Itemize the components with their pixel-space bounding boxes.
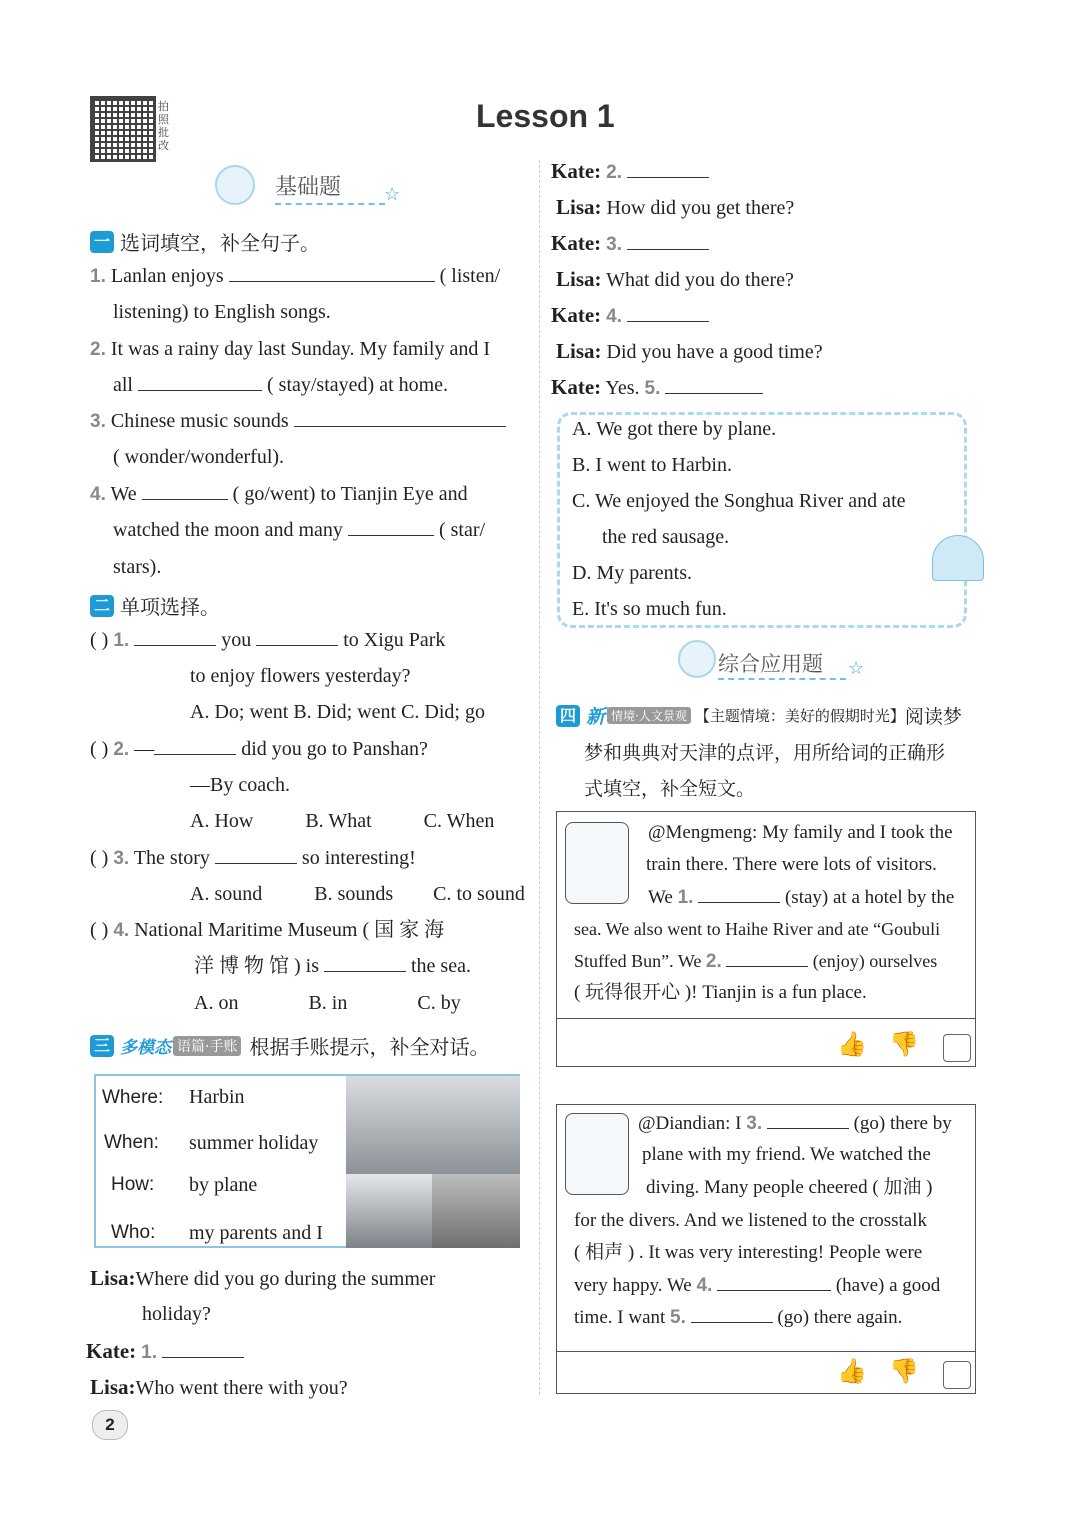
section-4-heading — [556, 702, 962, 729]
answer-blank[interactable] — [627, 159, 709, 178]
mascot-icon — [678, 640, 716, 678]
post1-line-2: train there. There were lots of visitors. — [646, 854, 937, 875]
post2-line-3: diving. Many people cheered ( 加油 ) — [646, 1177, 933, 1198]
card-divider — [557, 1018, 975, 1019]
section-title: 阅读梦 — [904, 706, 962, 728]
option-d: D. My parents. — [572, 562, 692, 584]
answer-blank[interactable] — [726, 948, 808, 967]
page-number: 2 — [92, 1410, 128, 1440]
q2-item-4: ( ) 4. National Maritime Museum ( 国 家 海 — [90, 919, 445, 941]
q2-item-3: ( ) 3. The story so interesting! — [90, 847, 416, 869]
dialog-line-11: Kate: Yes. 5. — [551, 374, 763, 402]
comment-icon[interactable] — [943, 1034, 971, 1062]
star-icon: ☆ — [848, 658, 865, 678]
qr-caption: 拍照批改 — [158, 100, 169, 152]
option-b: B. I went to Harbin. — [572, 454, 732, 476]
section-number: 四 — [556, 705, 580, 727]
star-icon: ☆ — [384, 184, 401, 204]
q2-item-1-cont: to enjoy flowers yesterday? — [190, 665, 411, 687]
dialog-line-2: holiday? — [142, 1303, 211, 1325]
post2-line-4: for the divers. And we listened to the crosstalk — [574, 1210, 928, 1231]
dialog-line-1: Lisa:Where did you go during the summer — [90, 1266, 436, 1290]
where-label: Where: — [102, 1087, 164, 1108]
answer-blank[interactable] — [142, 481, 228, 500]
answer-blank[interactable] — [324, 953, 406, 972]
how-label: How: — [111, 1174, 155, 1195]
answer-blank[interactable] — [138, 372, 262, 391]
section-title-end: 式填空，补全短文。 — [584, 778, 756, 800]
post2-line-7: time. I want 5. (go) there again. — [574, 1304, 902, 1331]
section-tag-2: 语篇·手账 — [173, 1036, 241, 1056]
mascot-icon — [215, 165, 255, 205]
q2-item-3-options: A. sound B. sounds C. to sound — [190, 883, 525, 905]
dialog-line-4: Lisa:Who went there with you? — [90, 1375, 348, 1399]
answer-blank[interactable] — [767, 1110, 849, 1129]
apply-section-title: 综合应用题 — [718, 648, 846, 680]
answer-blank[interactable] — [717, 1272, 831, 1291]
answer-blank[interactable] — [627, 231, 709, 250]
answer-blank[interactable] — [627, 303, 709, 322]
post1-line-3: We 1. (stay) at a hotel by the — [648, 884, 954, 911]
section-tag-2: 情境·人文景观 — [607, 707, 691, 724]
post1-line-1: @Mengmeng: My family and I took the — [648, 822, 953, 843]
comment-icon[interactable] — [943, 1361, 971, 1389]
section-number: 三 — [90, 1035, 114, 1057]
q1-item-1-cont: listening) to English songs. — [113, 301, 331, 323]
answer-blank[interactable] — [348, 517, 434, 536]
theme-label: 【主题情境：美好的假期时光】 — [694, 707, 905, 725]
avatar — [565, 1113, 629, 1195]
q1-item-2: 2. It was a rainy day last Sunday. My family and I — [90, 338, 491, 360]
when-label: When: — [104, 1132, 159, 1153]
dialog-line-10: Lisa: Did you have a good time? — [556, 339, 823, 363]
card-divider — [557, 1351, 975, 1352]
q2-item-1: ( ) 1. you to Xigu Park — [90, 629, 446, 651]
option-e: E. It's so much fun. — [572, 598, 727, 620]
answer-blank[interactable] — [134, 627, 216, 646]
q2-item-2-cont: —By coach. — [190, 774, 290, 796]
page-title: Lesson 1 — [476, 98, 615, 134]
when-value: summer holiday — [189, 1132, 319, 1154]
post1-line-4: sea. We also went to Haihe River and ate “Goubuli — [574, 919, 941, 939]
dialog-line-9: Kate: 4. — [551, 302, 709, 330]
answer-blank[interactable] — [698, 884, 780, 903]
q2-item-4-options: A. on B. in C. by — [194, 992, 461, 1014]
dialog-line-7: Kate: 3. — [551, 230, 709, 258]
section-3-heading — [90, 1031, 489, 1060]
q2-item-2: ( ) 2. — did you go to Panshan? — [90, 738, 428, 760]
answer-blank[interactable] — [294, 408, 506, 427]
qr-code[interactable] — [90, 96, 156, 162]
q2-item-4-cont: 洋 博 物 馆 ) is the sea. — [194, 955, 471, 977]
dialog-line-3: Kate: 1. — [86, 1338, 244, 1366]
handbook-card — [94, 1074, 520, 1248]
q1-item-4: 4. We ( go/went) to Tianjin Eye and — [90, 483, 468, 505]
q1-item-2-cont: all ( stay/stayed) at home. — [113, 374, 449, 396]
q1-item-4-end: stars). — [113, 556, 162, 578]
section-1-heading — [90, 227, 320, 256]
section-title: 根据手账提示，补全对话。 — [249, 1035, 490, 1059]
q2-item-1-options: A. Do; went B. Did; went C. Did; go — [190, 701, 485, 723]
section-title-cont: 梦和典典对天津的点评，用所给词的正确形 — [584, 742, 946, 764]
dislike-icon[interactable]: 👎 — [889, 1032, 919, 1058]
section-tag: 新 — [586, 706, 606, 728]
section-tag: 多模态 — [120, 1038, 171, 1058]
q2-item-2-options: A. How B. What C. When — [190, 810, 495, 832]
post2-line-6: very happy. We 4. (have) a good — [574, 1272, 940, 1299]
avatar — [565, 822, 629, 904]
section-title: 单项选择。 — [120, 595, 220, 619]
basic-section-title: 基础题 — [275, 170, 385, 205]
section-number: 二 — [90, 595, 114, 617]
post2-line-1: @Diandian: I 3. (go) there by — [638, 1110, 952, 1137]
sausage-photo — [432, 1174, 520, 1248]
dialog-line-6: Lisa: How did you get there? — [556, 195, 795, 219]
how-value: by plane — [189, 1174, 258, 1196]
who-value: my parents and I — [189, 1222, 323, 1244]
column-divider — [539, 160, 540, 1395]
answer-blank[interactable] — [154, 736, 236, 755]
cathedral-photo — [346, 1076, 520, 1174]
like-icon[interactable]: 👍 — [837, 1359, 867, 1385]
post1-line-6: ( 玩得很开心 )! Tianjin is a fun place. — [574, 982, 867, 1003]
post2-line-5: ( 相声 ) . It was very interesting! People were — [574, 1242, 923, 1263]
answer-blank[interactable] — [691, 1304, 773, 1323]
q1-item-4-cont: watched the moon and many ( star/ — [113, 519, 486, 541]
option-a: A. We got there by plane. — [572, 418, 777, 440]
answer-blank[interactable] — [665, 375, 763, 394]
post2-line-2: plane with my friend. We watched the — [642, 1144, 931, 1165]
dialog-line-8: Lisa: What did you do there? — [556, 267, 794, 291]
dialog-line-5: Kate: 2. — [551, 158, 709, 186]
q1-item-1: 1. Lanlan enjoys ( listen/ — [90, 265, 501, 287]
river-photo — [346, 1174, 432, 1248]
section-2-heading — [90, 591, 220, 620]
answer-blank[interactable] — [229, 263, 435, 282]
answer-blank[interactable] — [215, 845, 297, 864]
post1-line-5: Stuffed Bun”. We 2. (enjoy) ourselves — [574, 948, 937, 975]
like-icon[interactable]: 👍 — [837, 1032, 867, 1058]
parachute-icon — [932, 535, 984, 581]
option-c-cont: the red sausage. — [602, 526, 730, 548]
answer-blank[interactable] — [256, 627, 338, 646]
where-value: Harbin — [189, 1086, 245, 1108]
q1-item-3: 3. Chinese music sounds — [90, 408, 506, 435]
option-c: C. We enjoyed the Songhua River and ate — [572, 490, 906, 512]
section-title: 选词填空，补全句子。 — [120, 231, 320, 255]
q1-item-3-cont: ( wonder/wonderful). — [113, 446, 285, 468]
answer-blank[interactable] — [162, 1339, 244, 1358]
section-number: 一 — [90, 231, 114, 253]
who-label: Who: — [111, 1222, 156, 1243]
dislike-icon[interactable]: 👎 — [889, 1359, 919, 1385]
